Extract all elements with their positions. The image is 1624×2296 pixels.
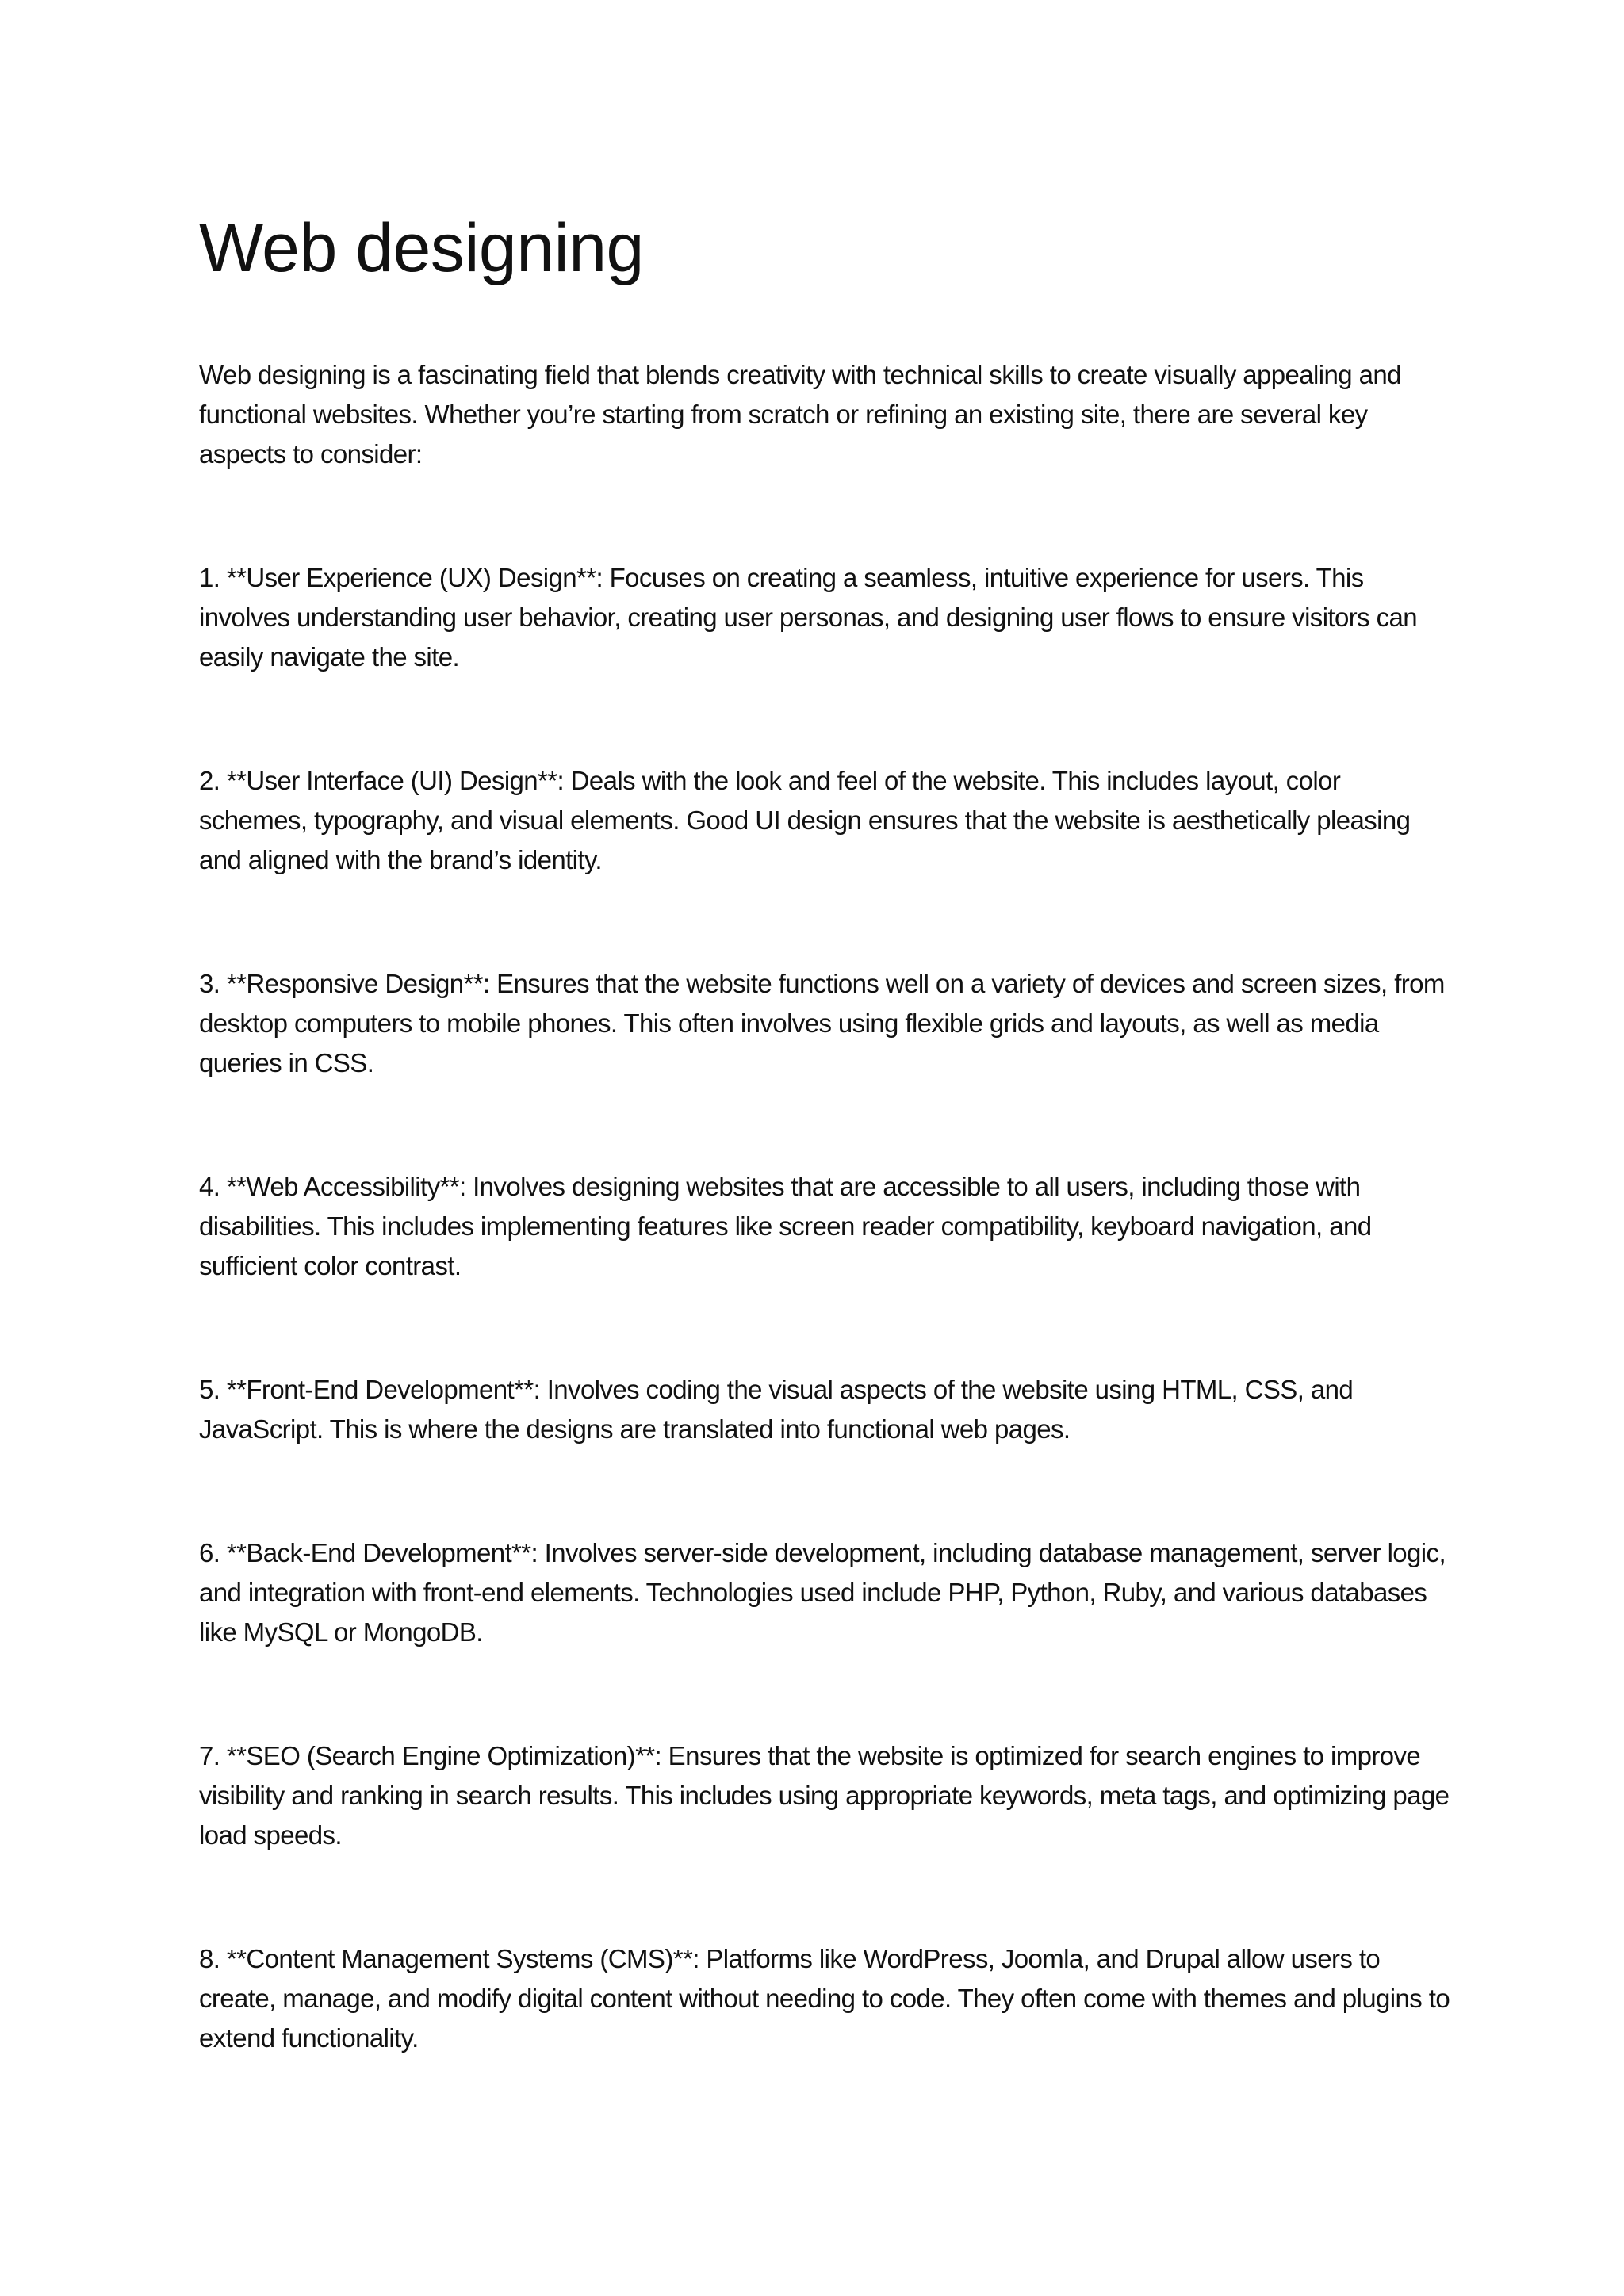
list-item-seo: 7. **SEO (Search Engine Optimization)**: Ensures that the website is optimized for search engines to improve visibility and ranking in search results. This includes using appropriate keywords, meta tags, and optimizing page load speeds.: [199, 1741, 1450, 1850]
document-page: [199, 205, 1452, 2058]
list-item-responsive-design: 3. **Responsive Design**: Ensures that the website functions well on a variety of devices and screen sizes, from desktop computers to mobile phones. This often involves using flexible grids and layouts, as well as media queries in CSS.: [199, 969, 1445, 1077]
list-item-back-end-development: 6. **Back-End Development**: Involves server-side development, including database management, server logic, and integration with front-end elements. Technologies used include PHP, Python, Ruby, and various databases like MySQL or MongoDB.: [199, 1538, 1446, 1647]
list-item-ui-design: 2. **User Interface (UI) Design**: Deals with the look and feel of the website. This includes layout, color schemes, typography, and visual elements. Good UI design ensures that the website is aesthetically pleasing and aligned with the brand’s identity.: [199, 766, 1411, 874]
document-title: Web designing: [199, 210, 644, 286]
list-item-ux-design: 1. **User Experience (UX) Design**: Focuses on creating a seamless, intuitive experience for users. This involves understanding user behavior, creating user personas, and designing user flows to ensure visitors can easily navigate the site.: [199, 563, 1418, 672]
list-item-web-accessibility: 4. **Web Accessibility**: Involves designing websites that are accessible to all users, including those with disabilities. This includes implementing features like screen reader compatibility, keyboard navigation, and sufficient color contrast.: [199, 1172, 1372, 1280]
aspects-list: [199, 558, 1452, 2058]
intro-paragraph: Web designing is a fascinating field that blends creativity with technical skills to create visually appealing and functional websites. Whether you’re starting from scratch or refining an existing site, there are several key aspects to consider:: [199, 360, 1401, 469]
list-item-cms: 8. **Content Management Systems (CMS)**: Platforms like WordPress, Joomla, and Drupal allow users to create, manage, and modify digital content without needing to code. They often come with themes and plugins to extend functionality.: [199, 1944, 1450, 2053]
list-item-front-end-development: 5. **Front-End Development**: Involves coding the visual aspects of the website using HTML, CSS, and JavaScript. This is where the designs are translated into functional web pages.: [199, 1375, 1354, 1444]
